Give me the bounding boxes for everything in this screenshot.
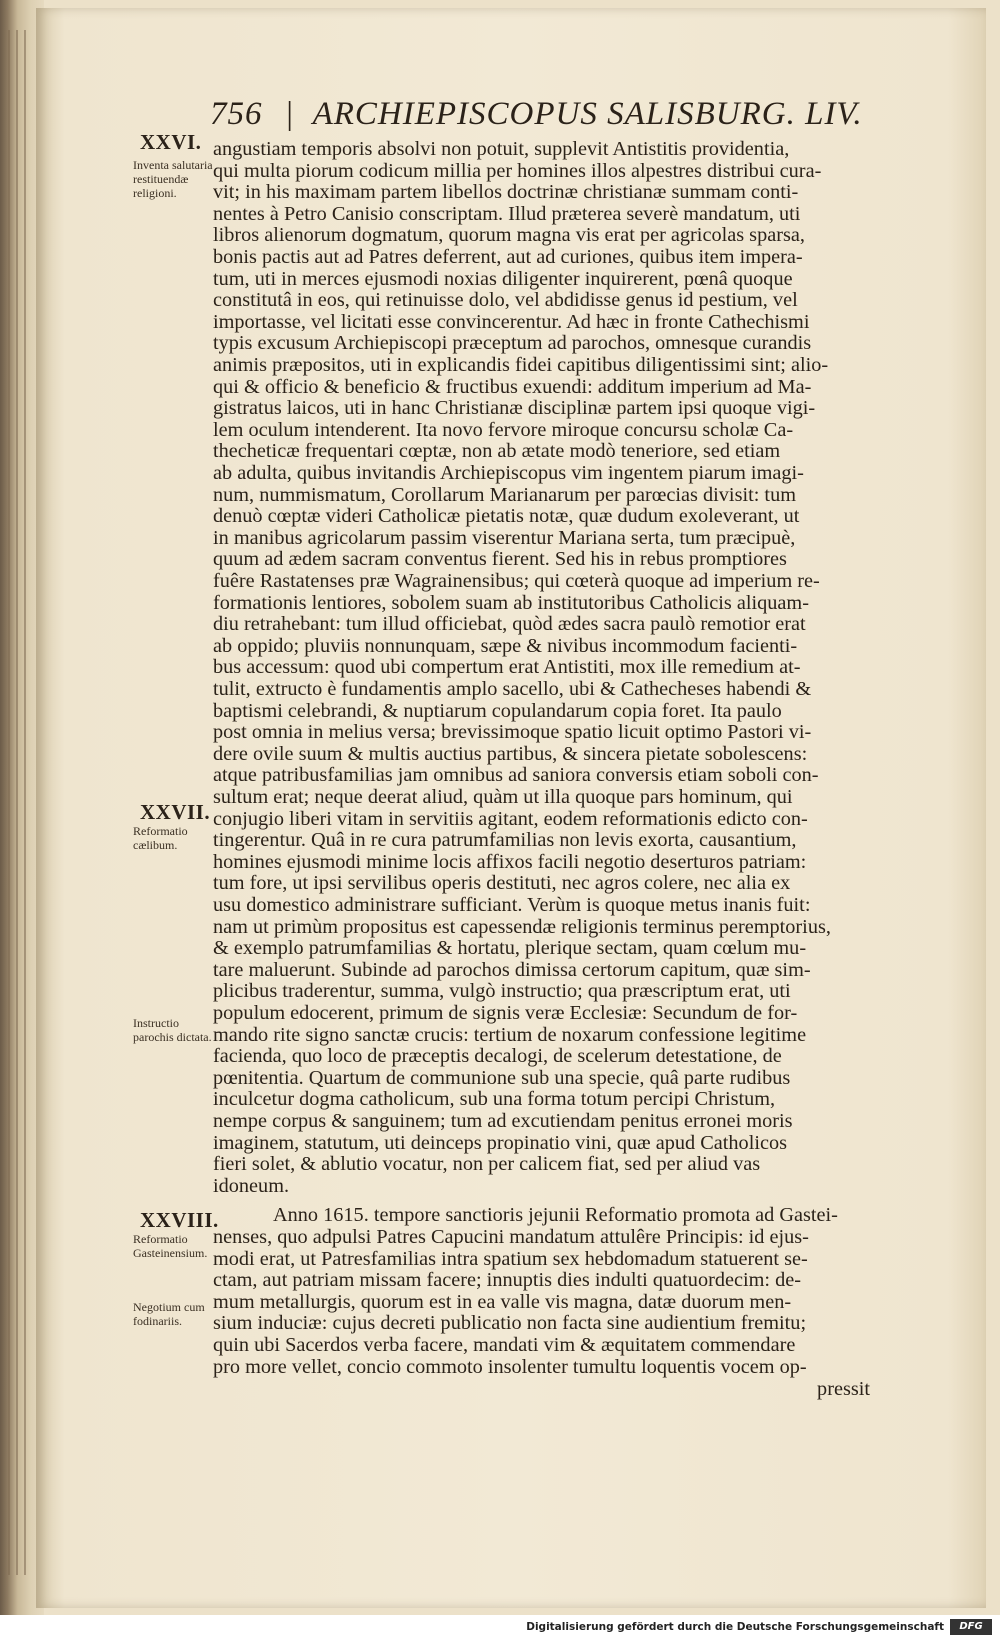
text-line: ctam, aut patriam missam facere; innuptis dies indulti quatuordecim: de-	[213, 1269, 801, 1291]
section-number: XXVII.	[140, 800, 211, 824]
text-line: imaginem, statutum, uti deinceps propinatio vini, quæ apud Catholicos	[213, 1132, 787, 1154]
text-line: conjugio liberi vitam in servitiis agitant, eodem reformationis edicto con-	[213, 808, 808, 830]
text-line: tulit, extructo è fundamentis amplo sacello, ubi & Cathecheses habendi &	[213, 678, 812, 700]
text-line: bus accessum: quod ubi compertum erat Antistiti, mox ille remedium at-	[213, 656, 801, 678]
text-line: idoneum.	[213, 1175, 290, 1197]
text-line: homines ejusmodi minime locis affixos facili negotio deserturos patriam:	[213, 851, 807, 873]
running-title: ARCHIEPISCOPUS SALISBURG. LIV.	[312, 96, 863, 132]
text-line: pœnitentia. Quartum de communione sub una specie, quâ parte rudibus	[213, 1067, 791, 1089]
text-line: nenses, quo adpulsi Patres Capucini mandatum attulêre Principis: id ejus-	[213, 1226, 809, 1248]
text-line: facienda, quo loco de præceptis decalogi, de scelerum detestatione, de	[213, 1045, 782, 1067]
page-number: 756	[210, 96, 263, 132]
text-line: num, nummismatum, Corollarum Marianarum per parœcias divisit: tum	[213, 484, 796, 506]
text-line: baptismi celebrandi, & nuptiarum copulandarum copia foret. Ita paulo	[213, 700, 782, 722]
header-separator: |	[284, 96, 295, 132]
text-line: mum metallurgis, quorum est in ea valle vis magna, datæ duorum men-	[213, 1291, 792, 1313]
text-line: quum ad ædem sacram conventus fierent. Sed his in rebus promptiores	[213, 548, 787, 570]
text-line: sultum erat; neque deerat aliud, quàm ut illa quoque pars hominum, qui	[213, 786, 793, 808]
margin-note: Reformatio Gasteinensium.	[133, 1232, 208, 1260]
text-line: formationis lentiores, sobolem suam ab institutoribus Catholicis aliquam-	[213, 592, 809, 614]
text-line: fuêre Rastatenses præ Wagrainensibus; qui cœterà quoque ad imperium re-	[213, 570, 820, 592]
text-line: nam ut primùm propositus est capessendæ religionis terminus peremptorius,	[213, 916, 831, 938]
text-line: constitutâ in eos, qui retinuisse dolo, vel abdidisse genus id pestium, vel	[213, 289, 798, 311]
margin-note: Negotium cum fodinariis.	[133, 1300, 205, 1328]
text-line: qui & officio & beneficio & fructibus exuendi: additum imperium ad Ma-	[213, 376, 812, 398]
text-line: tare maluerunt. Subinde ad parochos dimissa certorum capitum, quæ sim-	[213, 959, 811, 981]
text-line: populum edocerent, primum de signis veræ Ecclesiæ: Secundum de for-	[213, 1002, 798, 1024]
text-line: plicibus traderentur, summa, vulgò instructio; qua præscriptum erat, uti	[213, 980, 791, 1002]
text-line: diu retrahebant: tum illud officiebat, quòd ædes sacra paulò remotior erat	[213, 613, 806, 635]
text-line: tum, uti in merces ejusmodi noxias diligenter inquirerent, pœnâ quoque	[213, 268, 793, 290]
text-line: quin ubi Sacerdos verba facere, mandati vim & æquitatem commendare	[213, 1334, 796, 1356]
text-line: & exemplo patrumfamilias & hortatu, plerique sectam, quam cœlum mu-	[213, 937, 807, 959]
text-line: bonis pactis aut ad Patres deferrent, aut ad curiones, quibus item impera-	[213, 246, 803, 268]
margin-note: Reformatio cælibum.	[133, 824, 188, 852]
catchword: pressit	[817, 1378, 870, 1400]
text-line: ab oppido; pluviis nonnunquam, sæpe & nivibus incommodum facienti-	[213, 635, 798, 657]
text-line: typis excusum Archiepiscopi præceptum ad parochos, omnesque curandis	[213, 332, 812, 354]
text-line: tingerentur. Quâ in re cura patrumfamilias non levis exorta, causantium,	[213, 829, 797, 851]
text-line: denuò cœptæ videri Catholicæ pietatis notæ, quæ dudum exoleverant, ut	[213, 505, 800, 527]
text-line: sium induciæ: cujus decreti publicatio non facta sine audientium fremitu;	[213, 1312, 807, 1334]
margin-note: Instructio parochis dictata.	[133, 1016, 212, 1044]
page-edge-line	[8, 30, 10, 1575]
text-line: animis præpositos, uti in explicandis fidei capitibus diligentissimi sint; alio-	[213, 354, 829, 376]
text-line: modi erat, ut Patresfamilias intra spatium sex hebdomadum statuerent se-	[213, 1248, 808, 1270]
margin-note: Inventa salutaria restituendæ religioni.	[133, 158, 213, 200]
dfg-logo: DFG	[950, 1619, 992, 1635]
text-line: pro more vellet, concio commoto insolenter tumultu loquentis vocem op-	[213, 1356, 807, 1378]
text-line: tum fore, ut ipsi servilibus operis destituti, nec agros colere, nec alia ex	[213, 872, 791, 894]
text-line: post omnia in melius versa; brevissimoque spatio licuit optimo Pastori vi-	[213, 721, 812, 743]
text-line: fieri solet, & ablutio vocatur, non per calicem fiat, sed per aliud vas	[213, 1153, 761, 1175]
text-line: atque patribusfamilias jam omnibus ad saniora conversis etiam soboli con-	[213, 764, 819, 786]
text-line: thecheticæ frequentari cœptæ, non ab ætate modò teneriore, sed etiam	[213, 440, 781, 462]
funding-credit: Digitalisierung gefördert durch die Deutsche Forschungsgemeinschaft	[526, 1621, 944, 1633]
section-number: XXVI.	[140, 130, 202, 154]
text-line: lem oculum intenderent. Ita novo fervore miroque concursu scholæ Ca-	[213, 419, 794, 441]
text-line: nempe corpus & sanguinem; tum ad excutiendam penitus erronei moris	[213, 1110, 793, 1132]
section-number: XXVIII.	[140, 1208, 219, 1232]
text-line: Anno 1615. tempore sanctioris jejunii Reformatio promota ad Gastei-	[273, 1204, 838, 1226]
text-line: libros alienorum dogmatum, quorum magna vis erat per agricolas sparsa,	[213, 224, 805, 246]
footer-bar	[0, 1615, 1000, 1641]
text-line: dere ovile suum & multis auctius partibus, & sincera pietate sobolescens:	[213, 743, 808, 765]
text-line: qui multa piorum codicum millia per homines illos alpestres distribui cura-	[213, 160, 822, 182]
page-edge-line	[24, 30, 26, 1575]
text-line: in manibus agricolarum passim viserentur Mariana serta, tum præcipuè,	[213, 527, 796, 549]
text-line: importasse, vel licitati esse convincerentur. Ad hæc in fronte Cathechismi	[213, 311, 810, 333]
running-header	[210, 96, 863, 136]
page-edge-line	[16, 30, 18, 1575]
text-line: inculcetur dogma catholicum, sub una forma totum percipi Christum,	[213, 1088, 776, 1110]
text-line: vit; in his maximam partem libellos doctrinæ christianæ summam conti-	[213, 181, 799, 203]
text-line: angustiam temporis absolvi non potuit, supplevit Antistitis providentia,	[213, 138, 790, 160]
text-line: nentes à Petro Canisio conscriptam. Illud præterea severè mandatum, uti	[213, 203, 801, 225]
text-line: usu domestico administrare sufficiant. Verùm is quoque metus inanis fuit:	[213, 894, 811, 916]
text-line: gistratus laicos, uti in hanc Christianæ disciplinæ partem ipsi quoque vigi-	[213, 397, 816, 419]
text-line: ab adulta, quibus invitandis Archiepiscopus vim ingentem piarum imagi-	[213, 462, 804, 484]
text-line: mando rite signo sanctæ crucis: tertium de noxarum confessione legitime	[213, 1024, 807, 1046]
